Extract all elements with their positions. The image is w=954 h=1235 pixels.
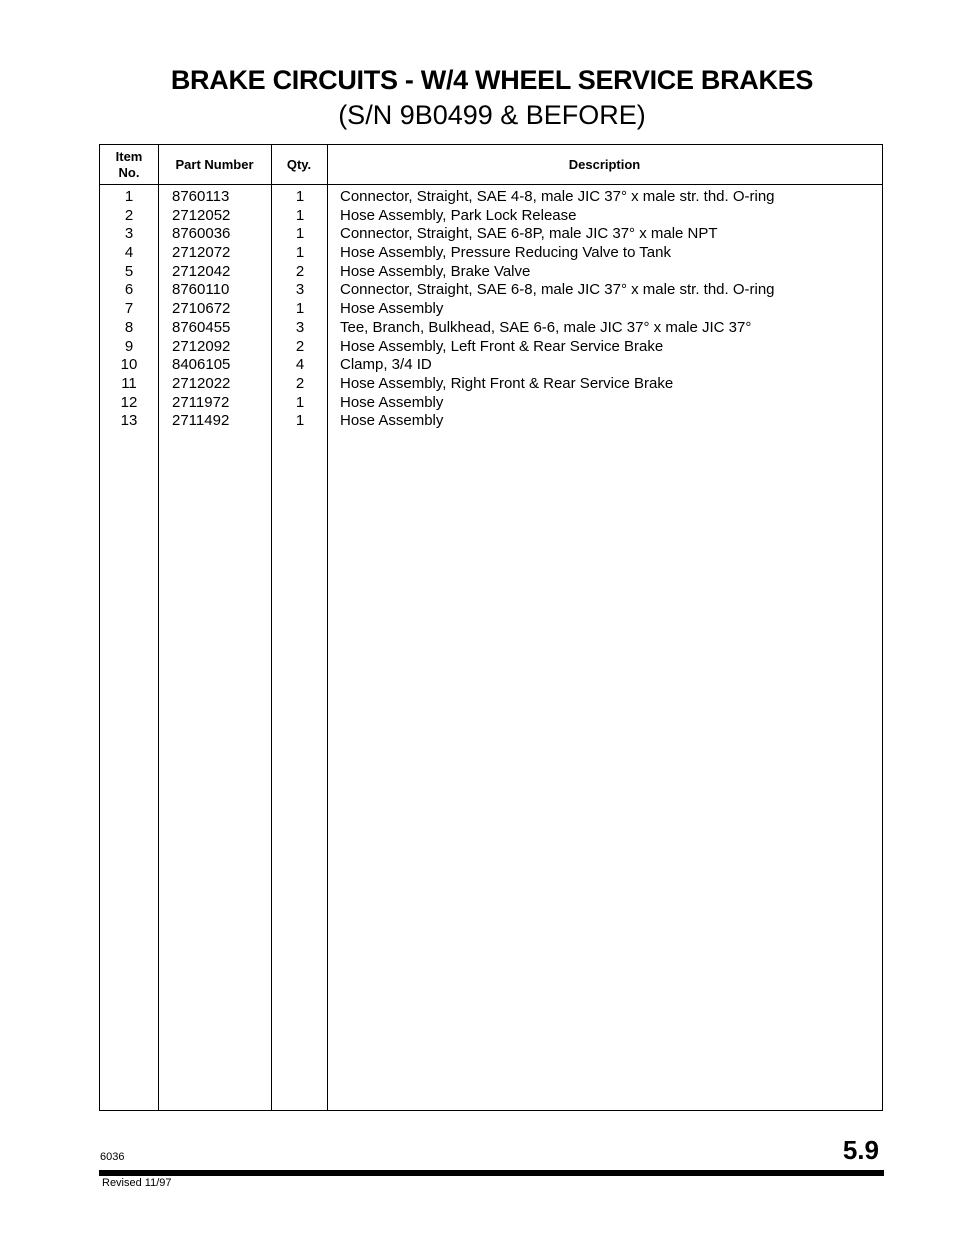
column-header-description-label: Description xyxy=(568,156,641,172)
revision-date: Revised 11/97 xyxy=(102,1177,172,1189)
item-number: 4 xyxy=(124,244,134,262)
item-number: 2 xyxy=(124,206,134,224)
page-subtitle: (S/N 9B0499 & BEFORE) xyxy=(338,100,646,130)
page-title: BRAKE CIRCUITS - W/4 WHEEL SERVICE BRAKES xyxy=(170,65,814,95)
description: Hose Assembly xyxy=(340,300,444,318)
description: Hose Assembly, Right Front & Rear Service Brake xyxy=(340,374,674,392)
description: Tee, Branch, Bulkhead, SAE 6-6, male JIC 37° x male JIC 37° xyxy=(340,318,752,336)
part-number: 2711492 xyxy=(172,412,230,430)
quantity: 4 xyxy=(295,356,305,374)
item-number: 8 xyxy=(124,318,134,336)
table-row xyxy=(100,281,882,300)
quantity: 1 xyxy=(295,206,305,224)
table-row xyxy=(100,394,882,413)
table-row xyxy=(100,207,882,226)
description: Connector, Straight, SAE 4-8, male JIC 37° x male str. thd. O-ring xyxy=(340,188,775,205)
part-number: 2712052 xyxy=(172,206,231,224)
table-row xyxy=(100,356,882,375)
description: Hose Assembly, Left Front & Rear Service Brake xyxy=(340,337,664,355)
part-number: 2712092 xyxy=(172,337,231,355)
column-header-description xyxy=(327,145,882,184)
part-number: 8760110 xyxy=(172,281,230,299)
part-number: 8760113 xyxy=(172,188,230,205)
quantity: 1 xyxy=(295,393,305,411)
item-number: 10 xyxy=(120,356,138,374)
item-number: 12 xyxy=(120,393,138,411)
description: Hose Assembly, Pressure Reducing Valve to Tank xyxy=(340,244,671,262)
description: Hose Assembly xyxy=(340,393,444,411)
part-number: 2710672 xyxy=(172,300,231,318)
item-number: 11 xyxy=(121,374,137,392)
description: Clamp, 3/4 ID xyxy=(340,356,432,374)
header-divider xyxy=(100,184,882,185)
part-number: 8760455 xyxy=(172,318,231,336)
part-number: 2712072 xyxy=(172,244,231,262)
quantity: 1 xyxy=(295,300,305,318)
item-number: 5 xyxy=(124,262,134,280)
quantity: 1 xyxy=(295,188,305,205)
item-number: 3 xyxy=(124,225,134,243)
item-number: 7 xyxy=(124,300,134,318)
table-row xyxy=(100,188,882,207)
item-number: 9 xyxy=(124,337,134,355)
column-header-qty-label: Qty. xyxy=(286,156,312,172)
item-number: 1 xyxy=(124,188,134,205)
parts-table xyxy=(99,144,883,1111)
column-header-part-number-label: Part Number xyxy=(175,156,254,172)
column-header-part-number xyxy=(158,145,271,184)
document-code: 6036 xyxy=(100,1151,125,1163)
footer-rule xyxy=(99,1170,884,1176)
quantity: 1 xyxy=(295,244,305,262)
part-number: 8760036 xyxy=(172,225,231,243)
item-number: 6 xyxy=(124,281,134,299)
column-header-item xyxy=(100,145,158,184)
table-body xyxy=(100,188,882,431)
quantity: 2 xyxy=(295,374,305,392)
item-number: 13 xyxy=(120,412,138,430)
part-number: 2711972 xyxy=(172,393,230,411)
part-number: 2712042 xyxy=(172,262,231,280)
description: Hose Assembly, Brake Valve xyxy=(340,262,531,280)
table-row xyxy=(100,319,882,338)
description: Connector, Straight, SAE 6-8, male JIC 37° x male str. thd. O-ring xyxy=(340,281,775,299)
table-row xyxy=(100,300,882,319)
table-row xyxy=(100,244,882,263)
quantity: 2 xyxy=(295,337,305,355)
quantity: 1 xyxy=(295,412,305,430)
page-number: 5.9 xyxy=(842,1135,879,1165)
table-row xyxy=(100,412,882,431)
table-row xyxy=(100,225,882,244)
column-header-qty xyxy=(271,145,327,184)
description: Hose Assembly xyxy=(340,412,444,430)
quantity: 1 xyxy=(295,225,305,243)
column-header-item-line1: Item xyxy=(115,148,143,164)
description: Hose Assembly, Park Lock Release xyxy=(340,206,577,224)
table-row xyxy=(100,263,882,282)
table-row xyxy=(100,338,882,357)
table-row xyxy=(100,375,882,394)
quantity: 2 xyxy=(295,262,305,280)
column-header-item-line2: No. xyxy=(118,164,140,180)
quantity: 3 xyxy=(295,318,305,336)
part-number: 2712022 xyxy=(172,374,231,392)
part-number: 8406105 xyxy=(172,356,231,374)
quantity: 3 xyxy=(295,281,305,299)
description: Connector, Straight, SAE 6-8P, male JIC 37° x male NPT xyxy=(340,225,718,243)
